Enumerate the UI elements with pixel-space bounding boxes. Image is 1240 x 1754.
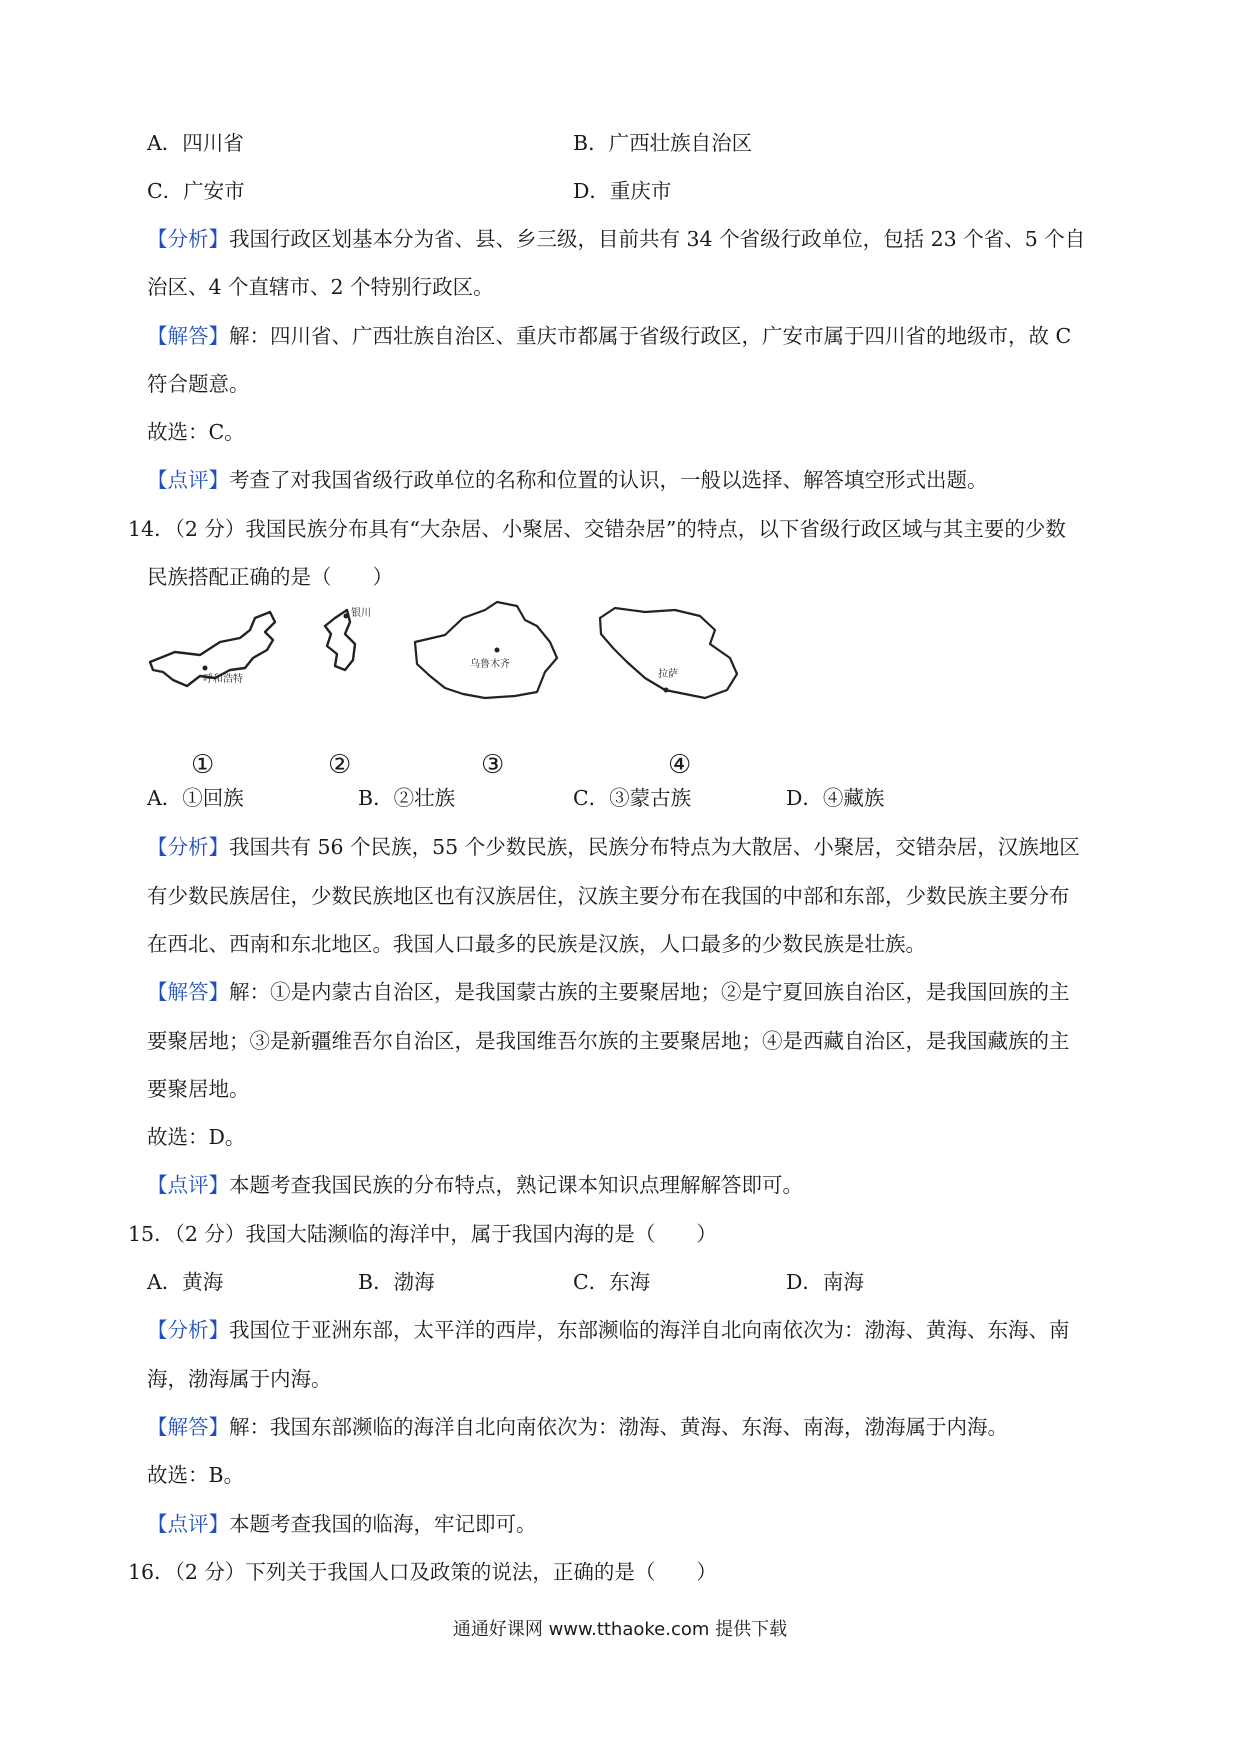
q13-comment: [147, 466, 988, 494]
q13-analysis-text: 我国行政区划基本分为省、县、乡三级，目前共有 34 个省级行政单位，包括 23 个省、5 个自: [229, 227, 1086, 251]
analysis-tag: 【分析】: [147, 227, 229, 251]
inner-mongolia-outline-icon: [150, 612, 275, 686]
q14-stem-line-2: 民族搭配正确的是（ ）: [147, 565, 393, 589]
q14-analysis-text: 我国共有 56 个民族，55 个少数民族，民族分布特点为大散居、小聚居，交错杂居，汉族地区: [229, 835, 1080, 859]
map-4-number: ④: [668, 750, 692, 780]
map-1-number: ①: [191, 750, 215, 780]
q15-choice: 故选：B。: [147, 1463, 245, 1487]
q14-option-c: C．③蒙古族: [573, 786, 692, 810]
map-3-number: ③: [481, 750, 505, 780]
q14-analysis-line-1: [147, 833, 1080, 861]
q14-answer-line-1: [147, 978, 1070, 1006]
q14-province-maps: [145, 600, 845, 790]
analysis-tag: 【分析】: [147, 1318, 229, 1342]
comment-tag: 【点评】: [147, 1512, 229, 1536]
q15-analysis-line-2: 海，渤海属于内海。: [147, 1367, 332, 1391]
answer-tag: 【解答】: [147, 1415, 229, 1439]
tibet-outline-icon: [600, 608, 737, 698]
q14-answer-line-2: 要聚居地；③是新疆维吾尔自治区，是我国维吾尔族的主要聚居地；④是西藏自治区，是我国藏族的主: [147, 1029, 1070, 1053]
xinjiang-outline-icon: [415, 602, 557, 698]
q13-analysis-line-1: [147, 225, 1085, 253]
q15-analysis-text: 我国位于亚洲东部，太平洋的西岸，东部濒临的海洋自北向南依次为：渤海、黄海、东海、南: [229, 1318, 1070, 1342]
q13-answer-text: 解：四川省、广西壮族自治区、重庆市都属于省级行政区，广安市属于四川省的地级市，故 C: [229, 324, 1072, 348]
q14-analysis-line-3: 在西北、西南和东北地区。我国人口最多的民族是汉族，人口最多的少数民族是壮族。: [147, 932, 926, 956]
q15-answer-text: 解：我国东部濒临的海洋自北向南依次为：渤海、黄海、东海、南海，渤海属于内海。: [229, 1415, 1008, 1439]
q13-choice: 故选：C。: [147, 420, 245, 444]
q16-stem: 16．（2 分）下列关于我国人口及政策的说法，正确的是（ ）: [128, 1560, 717, 1584]
q15-option-a: A．黄海: [147, 1270, 224, 1294]
comment-tag: 【点评】: [147, 1173, 229, 1197]
map-1-city-label: 呼和浩特: [203, 674, 243, 685]
q13-option-c: C．广安市: [147, 179, 245, 203]
answer-tag: 【解答】: [147, 324, 229, 348]
q14-option-a: A．①回族: [147, 786, 244, 810]
map-3-city-label: 乌鲁木齐: [470, 659, 510, 670]
map-2-city-label: 银川: [351, 608, 371, 619]
q13-option-b: B．广西壮族自治区: [573, 131, 753, 155]
map-4-city-label: 拉萨: [658, 669, 678, 680]
q14-comment-text: 本题考查我国民族的分布特点，熟记课本知识点理解解答即可。: [229, 1173, 803, 1197]
q15-comment: [147, 1510, 537, 1538]
q14-analysis-line-2: 有少数民族居住，少数民族地区也有汉族居住，汉族主要分布在我国的中部和东部，少数民族主要分布: [147, 884, 1070, 908]
q15-analysis-line-1: [147, 1316, 1070, 1344]
q13-analysis-line-2: 治区、4 个直辖市、2 个特别行政区。: [147, 275, 494, 299]
q15-option-c: C．东海: [573, 1270, 651, 1294]
q15-answer-line-1: [147, 1413, 1008, 1441]
q14-comment: [147, 1171, 803, 1199]
q14-option-d: D．④藏族: [786, 786, 885, 810]
map-2-number: ②: [328, 750, 352, 780]
q15-comment-text: 本题考查我国的临海，牢记即可。: [229, 1512, 537, 1536]
q14-option-b: B．②壮族: [358, 786, 456, 810]
q13-answer-line-1: [147, 322, 1071, 350]
q13-comment-text: 考查了对我国省级行政单位的名称和位置的认识，一般以选择、解答填空形式出题。: [229, 468, 988, 492]
q15-option-b: B．渤海: [358, 1270, 435, 1294]
ningxia-outline-icon: [325, 606, 371, 670]
q15-option-d: D．南海: [786, 1270, 864, 1294]
analysis-tag: 【分析】: [147, 835, 229, 859]
comment-tag: 【点评】: [147, 468, 229, 492]
q13-option-a: A．四川省: [147, 131, 244, 155]
q14-answer-text: 解：①是内蒙古自治区，是我国蒙古族的主要聚居地；②是宁夏回族自治区，是我国回族的主: [229, 980, 1070, 1004]
page-footer: 通通好课网 www.tthaoke.com 提供下载: [452, 1619, 788, 1640]
q13-option-d: D．重庆市: [573, 179, 672, 203]
answer-tag: 【解答】: [147, 980, 229, 1004]
q14-choice: 故选：D。: [147, 1125, 246, 1149]
q13-answer-line-2: 符合题意。: [147, 372, 250, 396]
q15-stem: 15．（2 分）我国大陆濒临的海洋中，属于我国内海的是（ ）: [128, 1222, 717, 1246]
q14-answer-line-3: 要聚居地。: [147, 1077, 250, 1101]
q14-stem-line-1: 14．（2 分）我国民族分布具有“大杂居、小聚居、交错杂居”的特点，以下省级行政区域与其主要的少数: [128, 517, 1066, 541]
